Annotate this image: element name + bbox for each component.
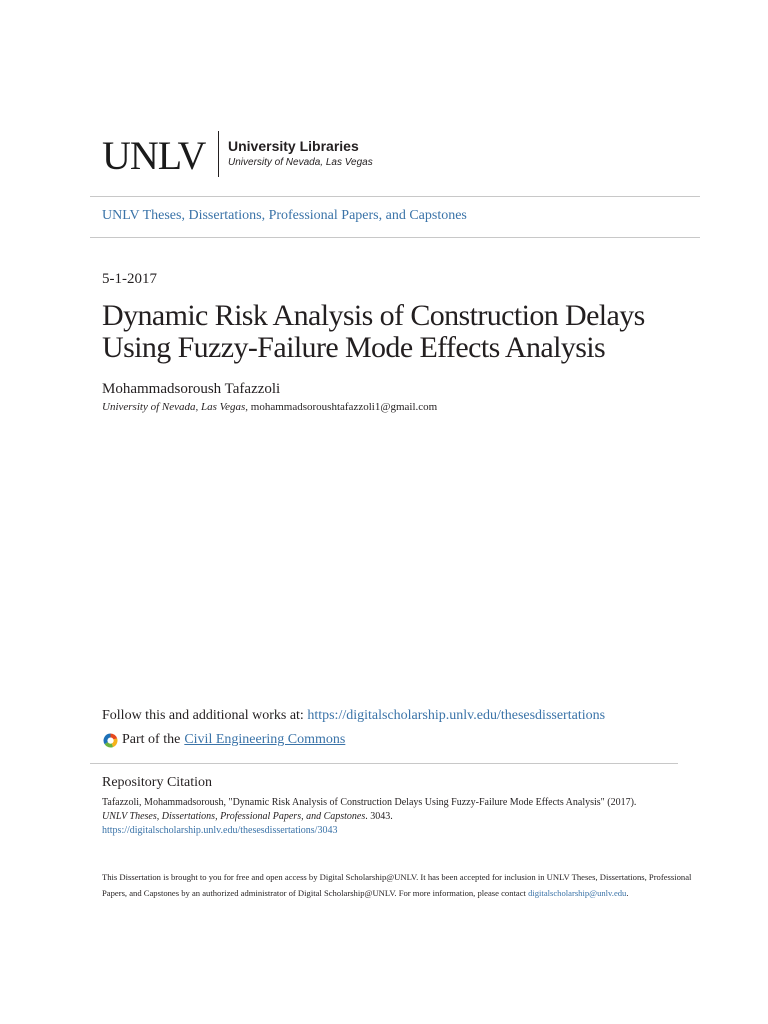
citation-line-1: Tafazzoli, Mohammadsoroush, "Dynamic Risk Analysis of Construction Delays Using Fuzzy-Failure Mode Effects Analysis" (2017). [102, 797, 637, 808]
top-divider [90, 196, 700, 197]
title-line-2: Using Fuzzy-Failure Mode Effects Analysis [102, 331, 606, 364]
notice-end: . [626, 887, 629, 898]
contact-email-link[interactable]: digitalscholarship@unlv.edu [528, 887, 627, 898]
title-line-1: Dynamic Risk Analysis of Construction Delays [102, 299, 645, 332]
library-subtitle: University of Nevada, Las Vegas [228, 157, 373, 168]
affiliation-separator: , [245, 401, 251, 413]
citation-line-2 [102, 810, 702, 824]
series-divider [90, 237, 700, 238]
civil-engineering-commons-link[interactable]: Civil Engineering Commons [184, 732, 346, 747]
network-icon [102, 732, 119, 749]
author-affiliation [102, 400, 437, 414]
citation-series: UNLV Theses, Dissertations, Professional Papers, and Capstones [102, 811, 366, 822]
series-link[interactable]: UNLV Theses, Dissertations, Professional Papers, and Capstones [102, 208, 467, 223]
institution: University of Nevada, Las Vegas [102, 401, 246, 413]
follow-line [102, 707, 605, 725]
unlv-logo: UNLV [102, 133, 206, 178]
logo-divider [218, 131, 219, 177]
document-title [102, 300, 722, 364]
citation-number: . 3043. [365, 811, 393, 822]
access-notice [102, 870, 702, 901]
author-name: Mohammadsoroush Tafazzoli [102, 381, 281, 397]
author-email: mohammadsoroushtafazzoli1@gmail.com [250, 401, 438, 413]
follow-prefix: Follow this and additional works at: [102, 708, 308, 723]
publication-date: 5-1-2017 [102, 271, 157, 287]
repository-citation-body [102, 796, 702, 838]
citation-divider [90, 763, 678, 764]
repository-citation-heading: Repository Citation [102, 775, 213, 790]
part-of-line [102, 731, 345, 749]
library-name: University Libraries [228, 138, 359, 154]
part-of-prefix: Part of the [122, 732, 181, 747]
follow-url-link[interactable]: https://digitalscholarship.unlv.edu/thesesdissertations [307, 708, 606, 723]
notice-text: This Dissertation is brought to you for free and open access by Digital Scholarship@UNLV. It has been accepted for inclusion in UNLV Theses, Dissertations, Professional Papers, and Capstones by an authorized administrator of Digital Scholarship@UNLV. For more information, please contact [102, 872, 692, 898]
citation-url-link[interactable]: https://digitalscholarship.unlv.edu/thesesdissertations/3043 [102, 825, 338, 836]
